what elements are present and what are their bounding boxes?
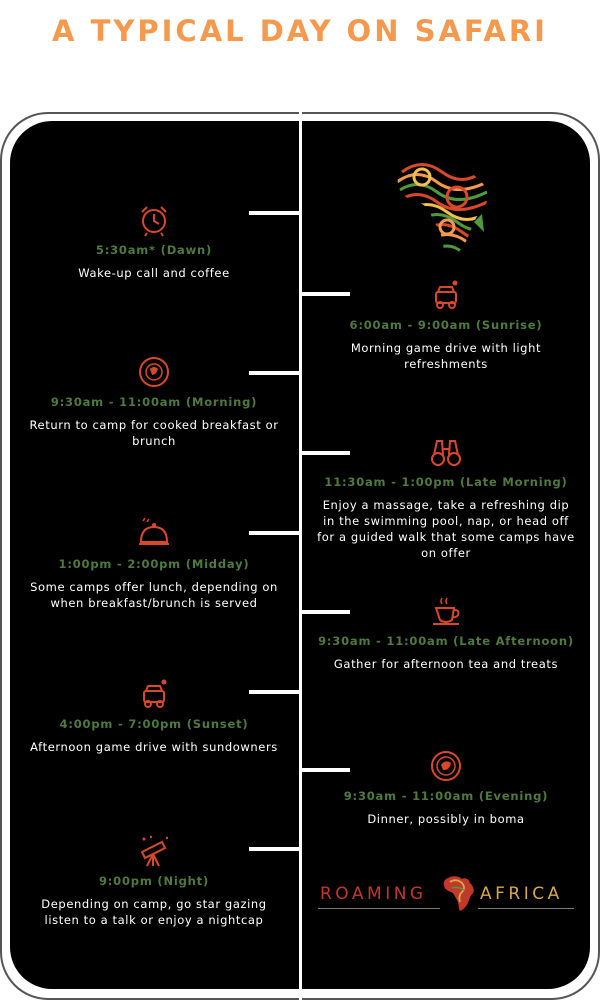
dinner-plate-icon: [429, 749, 463, 783]
alarm-clock-icon: [137, 203, 171, 237]
logo-underline: [478, 908, 574, 909]
africa-map-icon: [392, 152, 496, 262]
logo-word-roaming: ROAMING: [320, 884, 427, 904]
event-description: Morning game drive with light refreshments: [350, 341, 542, 371]
event-description: Return to camp for cooked breakfast or brunch: [29, 418, 279, 448]
event-time: 9:00pm (Night): [98, 874, 210, 888]
event-time: 4:00pm - 7:00pm (Sunset): [59, 717, 249, 731]
timeline-event-sunrise: [316, 278, 576, 372]
event-description: Gather for afternoon tea and treats: [333, 657, 559, 671]
event-description: Dinner, possibly in boma: [367, 812, 525, 826]
event-time: 11:30am - 1:00pm (Late Morning): [324, 475, 568, 489]
timeline-event-night: [24, 834, 284, 928]
telescope-icon: [137, 834, 171, 868]
event-description: Wake-up call and coffee: [78, 266, 230, 280]
event-time: 9:30am - 11:00am (Late Afternoon): [318, 634, 574, 648]
event-description: Enjoy a massage, take a refreshing dip in the swimming pool, nap, or head off for a guided walk that some camps have on offer: [317, 498, 575, 560]
timeline-event-late-afternoon: [316, 594, 576, 672]
timeline-event-midday: [24, 517, 284, 611]
event-time: 5:30am* (Dawn): [95, 243, 213, 257]
event-time: 6:00am - 9:00am (Sunrise): [349, 318, 543, 332]
page-title: A TYPICAL DAY ON SAFARI: [52, 14, 548, 48]
logo-underline: [318, 908, 440, 909]
africa-logo-icon: [442, 874, 476, 912]
timeline-event-morning: [24, 355, 284, 449]
teacup-icon: [429, 594, 463, 628]
event-description: Some camps offer lunch, depending on when breakfast/brunch is served: [30, 580, 278, 610]
event-description: Depending on camp, go star gazing listen to a talk or enjoy a nightcap: [41, 897, 267, 927]
safari-vehicle-sunrise-icon: [429, 278, 463, 312]
event-time: 9:30am - 11:00am (Morning): [50, 395, 258, 409]
timeline-line: [299, 112, 302, 1000]
cloche-icon: [137, 517, 171, 551]
event-time: 9:30am - 11:00am (Evening): [343, 789, 549, 803]
timeline-event-evening: [316, 749, 576, 827]
timeline-event-sunset: [24, 677, 284, 755]
logo-word-africa: AFRICA: [480, 884, 563, 904]
timeline-event-late-morning: [316, 435, 576, 561]
breakfast-plate-icon: [137, 355, 171, 389]
event-description: Afternoon game drive with sundowners: [30, 740, 278, 754]
roaming-africa-logo: [318, 878, 576, 914]
safari-vehicle-sunset-icon: [137, 677, 171, 711]
timeline-event-dawn: [24, 203, 284, 281]
binoculars-icon: [429, 435, 463, 469]
event-time: 1:00pm - 2:00pm (Midday): [58, 557, 250, 571]
